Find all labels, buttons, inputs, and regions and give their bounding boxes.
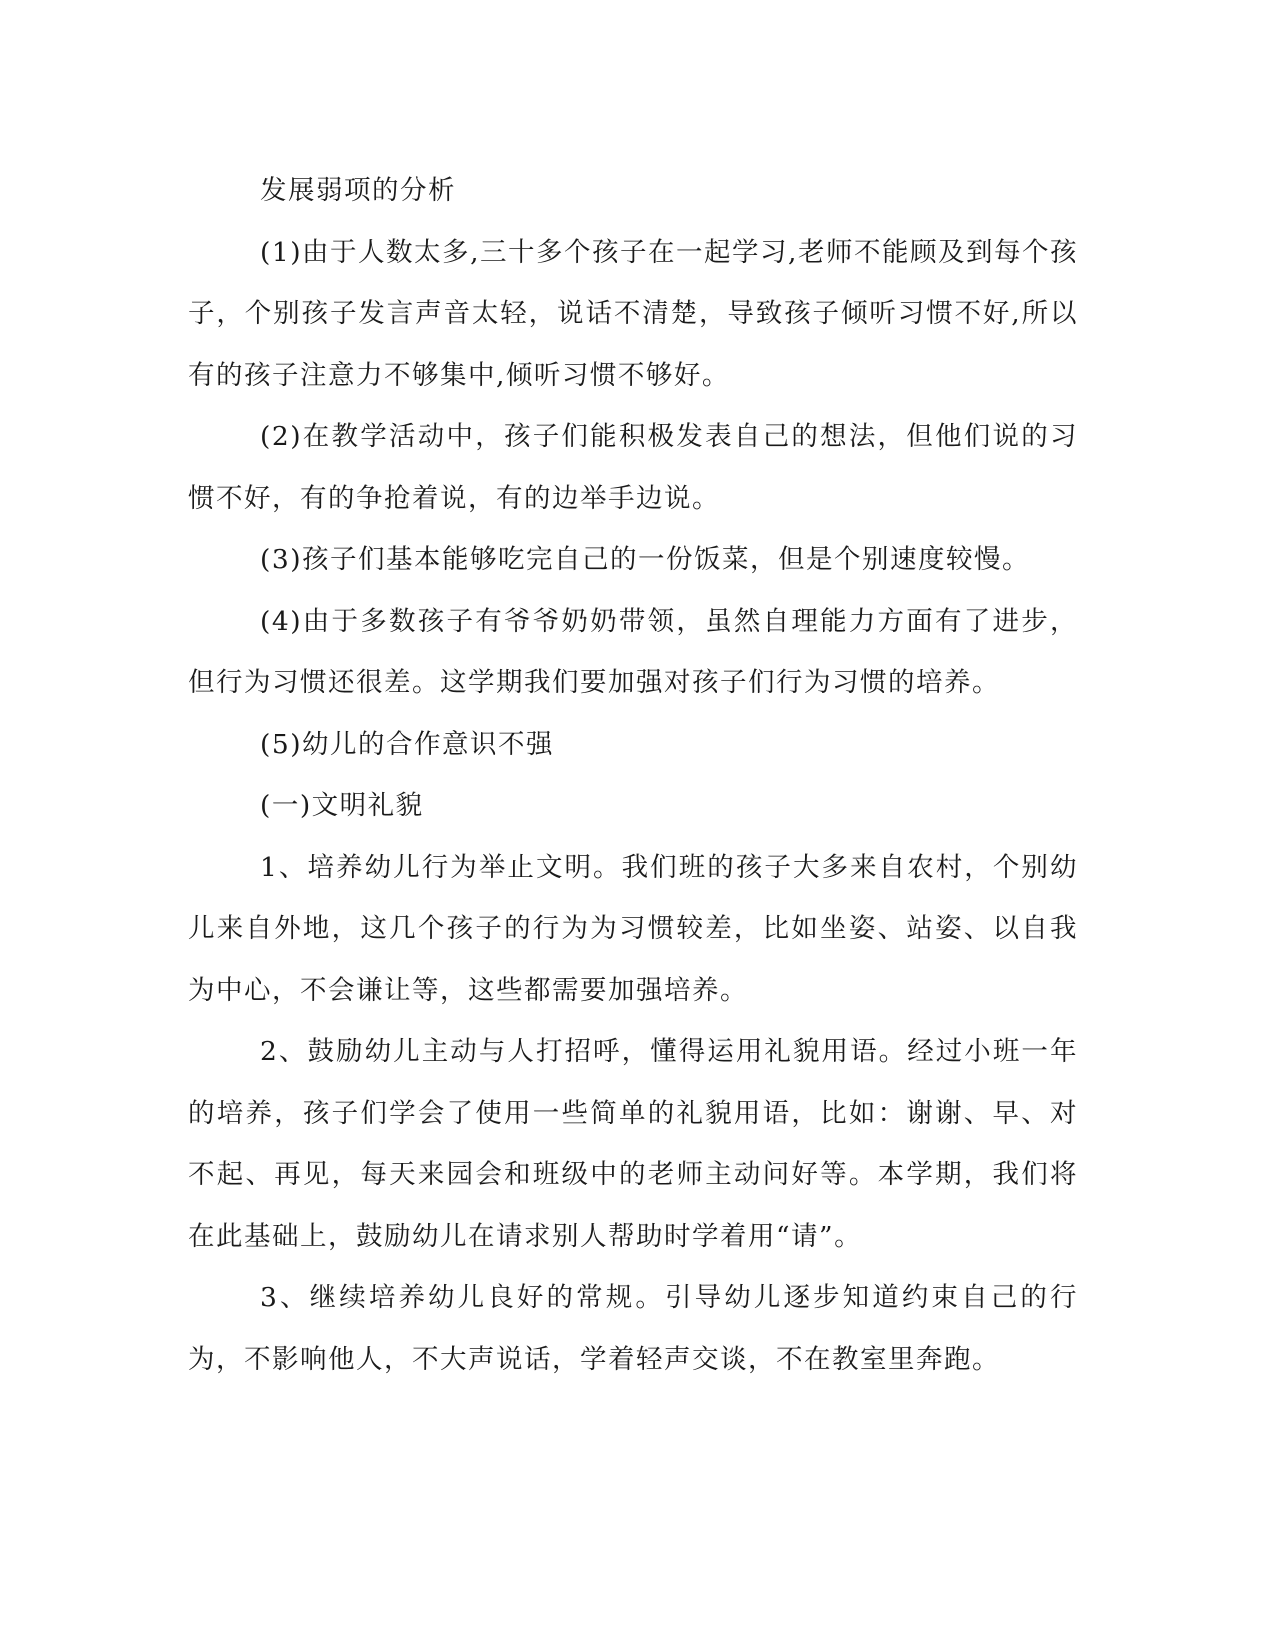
- paragraph-item-3: (3)孩子们基本能够吃完自己的一份饭菜，但是个别速度较慢。: [260, 544, 1031, 575]
- section-heading-weakness-analysis: 发展弱项的分析: [260, 175, 456, 206]
- paragraph-item-4: (4)由于多数孩子有爷爷奶奶带领，虽然自理能力方面有了进步，但行为习惯还很差。这学期我们要加强对孩子们行为习惯的培养。: [188, 605, 1078, 698]
- paragraph-civility-2: 2、鼓励幼儿主动与人打招呼，懂得运用礼貌用语。经过小班一年的培养，孩子们学会了使用一些简单的礼貌用语，比如：谢谢、早、对不起、再见，每天来园会和班级中的老师主动问好等。本学期，我们将在此基础上，鼓励幼儿在请求别人帮助时学着用“请”。: [188, 1036, 1078, 1252]
- paragraph-civility-3: 3、继续培养幼儿良好的常规。引导幼儿逐步知道约束自己的行为，不影响他人，不大声说话，学着轻声交谈，不在教室里奔跑。: [188, 1282, 1078, 1375]
- paragraph-item-1: (1)由于人数太多,三十多个孩子在一起学习,老师不能顾及到每个孩子，个别孩子发言声音太轻，说话不清楚，导致孩子倾听习惯不好,所以有的孩子注意力不够集中,倾听习惯不够好。: [188, 236, 1078, 391]
- section-heading-civility: (一)文明礼貌: [260, 790, 424, 821]
- paragraph-item-2: (2)在教学活动中，孩子们能积极发表自己的想法，但他们说的习惯不好，有的争抢着说，有的边举手边说。: [188, 421, 1078, 514]
- paragraph-civility-1: 1、培养幼儿行为举止文明。我们班的孩子大多来自农村，个别幼儿来自外地，这几个孩子的行为为习惯较差，比如坐姿、站姿、以自我为中心，不会谦让等，这些都需要加强培养。: [188, 851, 1078, 1006]
- paragraph-item-5: (5)幼儿的合作意识不强: [260, 728, 555, 760]
- document-body: [188, 160, 1078, 1390]
